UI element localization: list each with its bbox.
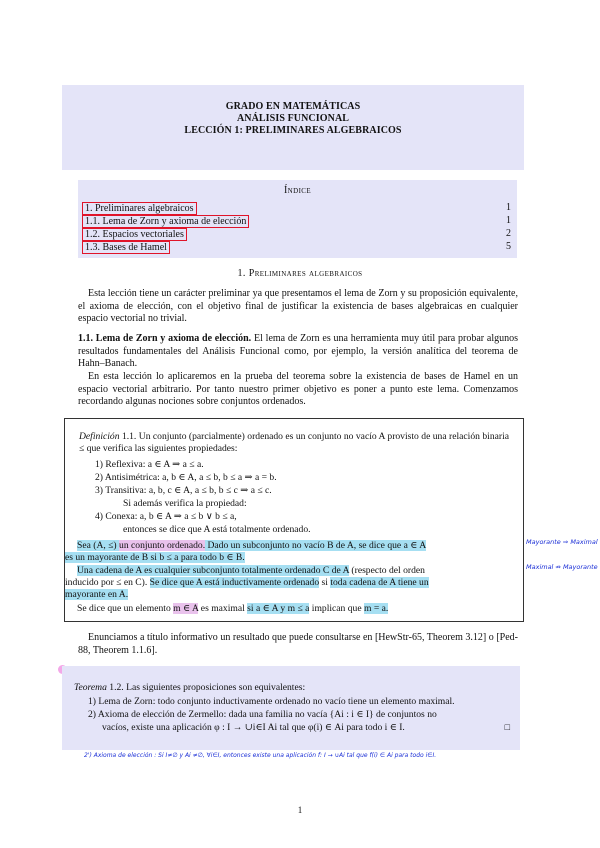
theorem-item: 1) Lema de Zorn: todo conjunto inductivamente ordenado no vacío tiene un elemento maximal. [88,696,455,707]
lesson-title: LECCIÓN 1: PRELIMINARES ALGEBRAICOS [184,125,402,136]
theorem-item: 2) Axioma de elección de Zermello: dada una familia no vacía {Ai : i ∈ I} de conjuntos no [88,709,437,720]
item-number: 2) [95,472,103,483]
toc-page: 2 [506,228,511,239]
handwritten-note: Maximal ⇏ Mayorante [526,563,598,571]
handwritten-note: 2') Axioma de elección : Si I≠∅ y Ai ≠∅, ∀i∈I, entonces existe una aplicación f: I → ∪Ai tal que f(i) ∈ Ai para todo i∈I. [84,752,437,759]
highlight: Dado un subconjunto no vacío B de A, se dice que a ∈ A [205,540,427,551]
definition-intro [79,431,509,456]
highlight: es cualquier subconjunto totalmente ordenado C de A [144,565,350,576]
section-title: 1. Preliminares algebraicos [237,268,363,279]
definition-note: Si además verifica la propiedad: [123,498,247,509]
page-number: 1 [297,805,303,815]
highlight: m ∈ A [173,603,199,614]
item-number: 1) [95,459,103,470]
qed-symbol: □ [504,722,510,732]
theorem-text: Las siguientes proposiciones son equivalentes: [126,682,306,693]
text: Se dice que un elemento [77,603,174,614]
item-number: 3) [95,485,103,496]
theorem-box [62,666,520,750]
intro-paragraph: Esta lección tiene un carácter preliminar ya que presentamos el lema de Zorn y su proposición equivalente, el axioma de elección, con el objetivo final de justificar la existencia de bases algebraicas en cualquier espacio vectorial no trivial. [78,288,518,325]
highlight: un conjunto ordenado. [119,540,206,551]
highlight: toda cadena de A tiene un [330,577,429,588]
text: si [319,577,331,588]
definition-note: entonces se dice que A está totalmente ordenado. [123,524,311,535]
definition-item [95,472,525,484]
definition-number: 1.1. [121,431,137,442]
definition-item [95,459,525,471]
handwritten-note: Mayorante ⇒ Maximal [526,538,598,546]
item-text: Conexa: a, b ∈ A ⇒ a ≤ b ∨ b ≤ a, [105,511,237,522]
table-of-contents [78,180,517,258]
definition-label: Definición [79,431,120,442]
toc-link-espacios[interactable]: 1.2. Espacios vectoriales [82,228,187,241]
highlight: mayorante en A. [65,589,129,600]
subsection-title: 1.1. Lema de Zorn y axioma de elección. [78,333,252,344]
highlight: m = a. [364,603,389,614]
item-text: Reflexiva: a ∈ A ⇒ a ≤ a. [105,459,204,470]
highlight: es un mayorante de B si b ≤ a para todo b ∈ B. [65,552,245,563]
toc-link-zorn[interactable]: 1.1. Lema de Zorn y axioma de elección [82,215,249,228]
mayorante-paragraph [65,552,495,564]
item-number: 4) [95,511,103,522]
theorem-number: 1.2. [109,682,124,693]
highlight: inductivamente ordenado [221,577,320,588]
theorem-intro [74,682,504,694]
toc-link-preliminares[interactable]: 1. Preliminares algebraicos [82,202,197,215]
theorem-label: Teorema [74,682,107,693]
cadena-paragraph [77,565,513,577]
definition-box [64,418,524,622]
maximal-paragraph [77,603,513,615]
highlight: Sea (A, ≤) [77,540,120,551]
text: es maximal [198,603,248,614]
definition-item [95,485,525,497]
subsection-paragraph-2: En esta lección lo aplicaremos en la prueba del teorema sobre la existencia de bases de Hamel en un espacio vectorial arbitrario. Por tanto nuestro primer objetivo es poner a punto este lema. Comenzamos recordando algunas nociones sobre conjuntos ordenados. [78,371,518,408]
highlight: Una cadena de A [77,565,145,576]
subject-title: ANÁLISIS FUNCIONAL [236,113,350,124]
text: (respecto del orden [349,565,425,576]
toc-page: 5 [506,241,511,252]
definition-item [95,511,525,523]
theorem-item: vacíos, existe una aplicación φ : I → ∪i∈I Ai tal que φ(i) ∈ Ai para todo i ∈ I. [102,722,405,733]
definition-text: Un conjunto (parcialmente) ordenado es un conjunto no vacío A provisto de una relación binaria ≤ que verifica las siguientes propiedades: [79,431,509,455]
course-header [62,85,524,170]
subsection-paragraph [78,333,518,371]
toc-link-hamel[interactable]: 1.3. Bases de Hamel [82,241,170,254]
subsection-text: El lema de Zorn es una herramienta muy útil para probar algunos resultados fundamentales del Análisis Funcional como, por ejemplo, la versión analítica del teorema de Hahn–Banach. [78,333,519,370]
item-text: Antisimétrica: a, b ∈ A, a ≤ b, b ≤ a ⇒ a = b. [104,472,277,483]
degree-title: GRADO EN MATEMÁTICAS [225,101,361,112]
highlight: Se dice que A está [149,577,222,588]
mayorante-paragraph [77,540,513,552]
toc-title: Índice [283,185,312,196]
reference-paragraph: Enunciamos a título informativo un resultado que puede consultarse en [HewStr-65, Theorem 3.12] o [Ped-88, Theorem 1.1.6]. [78,632,518,656]
toc-page: 1 [506,202,511,213]
text: inducido por ≤ en C). [65,577,150,588]
highlight: si a ∈ A y m ≤ a [247,603,310,614]
item-text: Transitiva: a, b, c ∈ A, a ≤ b, b ≤ c ⇒ a ≤ c. [105,485,272,496]
text: implican que [309,603,364,614]
cadena-paragraph [65,589,495,601]
cadena-paragraph [65,577,521,589]
toc-page: 1 [506,215,511,226]
